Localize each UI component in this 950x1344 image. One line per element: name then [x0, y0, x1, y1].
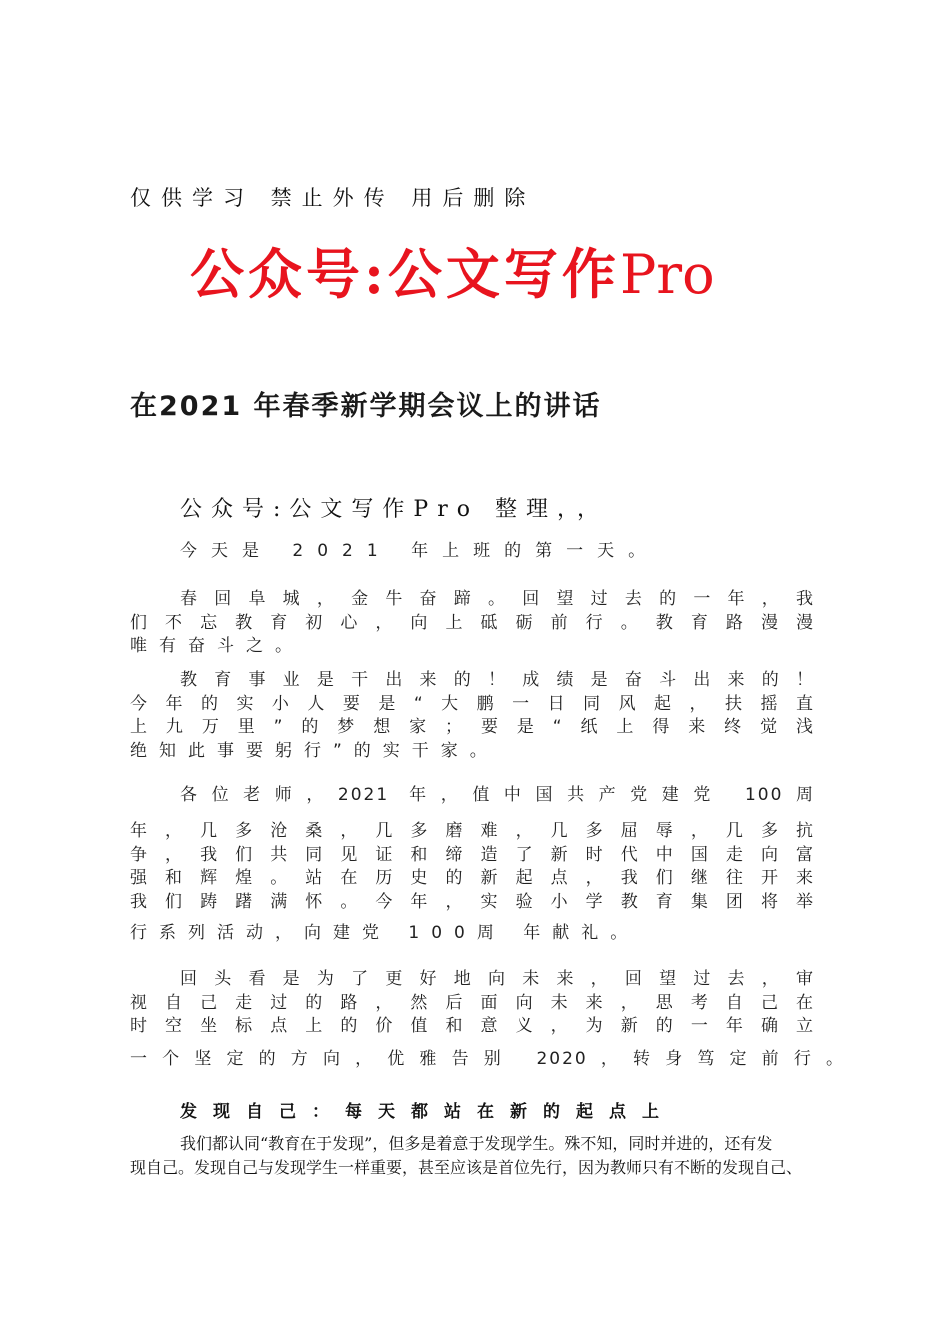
section-body: [130, 1132, 820, 1180]
subtitle: 公众号:公文写作Pro 整理，，: [180, 497, 608, 522]
brand-banner: [190, 232, 715, 309]
paragraph-4-last-line: [130, 1048, 845, 1072]
paragraph-line: 一个坚定的方向，优雅告别 2020，转身笃定前行。: [130, 1049, 845, 1069]
body-line: 现自己。发现自己与发现学生一样重要，甚至应该是首位先行，因为教师只有不断的发现自己、: [130, 1158, 803, 1177]
paragraph-1: [130, 588, 815, 659]
paragraph-4: [130, 968, 815, 1039]
paragraph-3-last-line: 行系列活动，向建党 100周 年献礼。: [130, 923, 640, 943]
body-line: 我们都认同“教育在于发现”，但多是着意于发现学生。殊不知，同时并进的，还有发: [180, 1134, 773, 1153]
paragraph-line: 们不忘教育初心，向上砥砺前行。教育路漫漫: [130, 612, 815, 633]
paragraph-line: 视自己走过的路，然后面向未来，思考自己在: [130, 992, 815, 1013]
paragraph-line: 各位老师，2021 年，值中国共产党建党 100周: [180, 785, 815, 805]
paragraph-line: 今年的实小人要是“大鹏一日同风起，扶摇直: [130, 693, 815, 714]
paragraph-line: 我们踌躇满怀。今年，实验小学教育集团将举: [130, 891, 815, 912]
paragraph-line: 争，我们共同见证和缔造了新时代中国走向富: [130, 844, 815, 865]
brand-main: 公众号:公文写作: [190, 242, 620, 306]
paragraph-3-line-1: [130, 784, 815, 808]
paragraph-line: 教育事业是干出来的！成绩是奋斗出来的！: [180, 670, 815, 690]
paragraph-line: 春回阜城，金牛奋蹄。回望过去的一年，我: [180, 589, 815, 609]
brand-suffix: Pro: [619, 243, 715, 306]
section-heading: 发现自己：每天都站在新的起点上: [180, 1102, 675, 1122]
paragraph-line: 时空坐标点上的价值和意义，为新的一年确立: [130, 1016, 815, 1036]
page-title: 在2021 年春季新学期会议上的讲话: [130, 391, 602, 422]
paragraph-intro: 今天是 2021 年上班的第一天。: [180, 541, 660, 561]
usage-notice: 仅供学习 禁止外传 用后删除: [130, 186, 536, 210]
paragraph-line: 上九万里”的梦想家；要是“纸上得来终觉浅: [130, 717, 815, 737]
paragraph-2: [130, 669, 815, 763]
paragraph-line: 回头看是为了更好地向未来，回望过去，审: [180, 969, 815, 989]
paragraph-line: 强和辉煌。站在历史的新起点，我们继往开来: [130, 868, 815, 888]
paragraph-line: 年，几多沧桑，几多磨难，几多屈辱，几多抗: [130, 821, 815, 841]
paragraph-line: 绝知此事要躬行”的实干家。: [130, 740, 499, 761]
paragraph-line: 唯有奋斗之。: [130, 636, 304, 656]
paragraph-3: [130, 820, 815, 914]
